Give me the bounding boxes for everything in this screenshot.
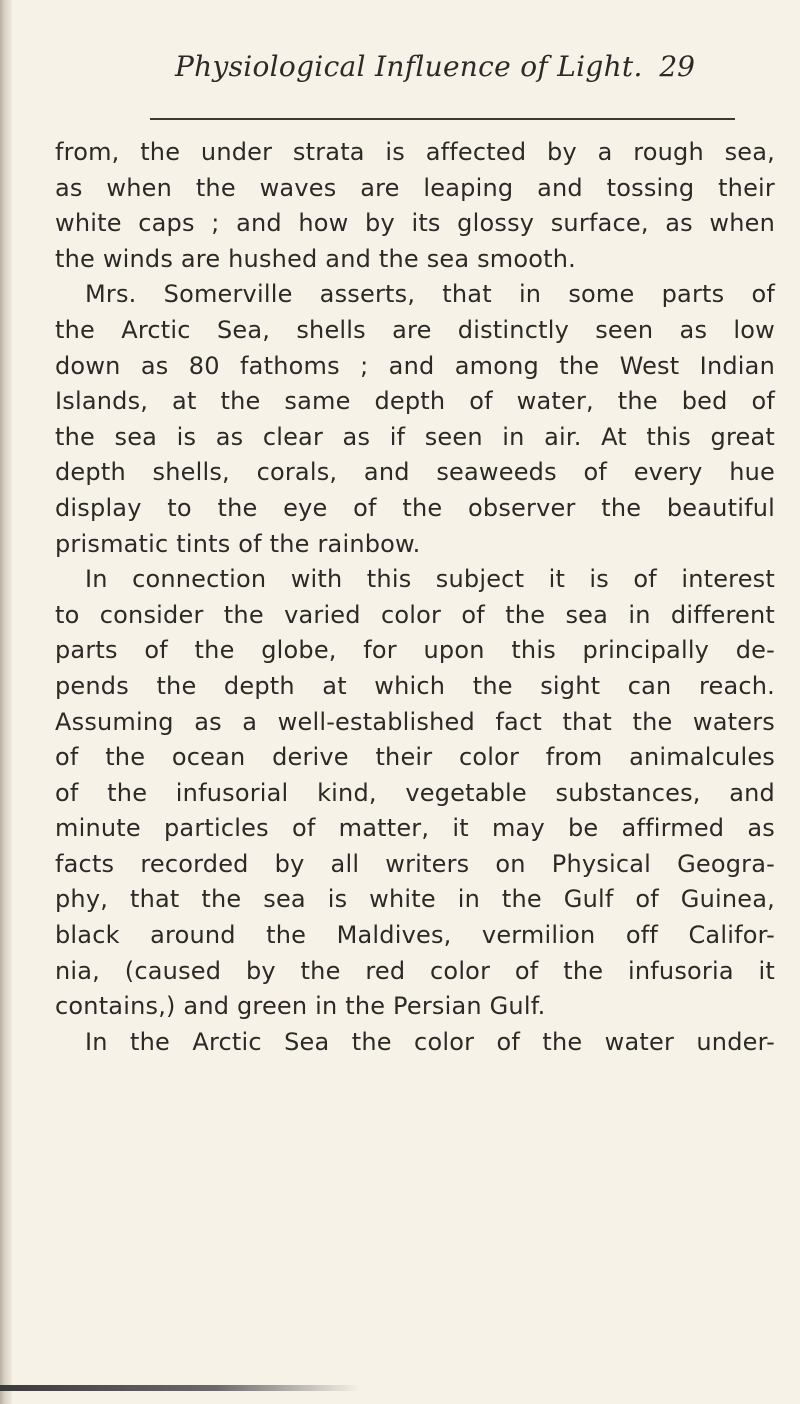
header-rule (150, 118, 735, 120)
text-line: minute particles of matter, it may be affirmed as (55, 814, 775, 843)
text-line: In connection with this subject it is of interest (85, 565, 775, 594)
text-line: to consider the varied color of the sea in different (55, 600, 775, 629)
page-binding-edge (0, 0, 12, 1404)
text-line: Mrs. Somerville asserts, that in some parts of (85, 280, 775, 309)
running-title: Physiological Influence of Light. (175, 50, 643, 83)
text-line: In the Arctic Sea the color of the water under- (85, 1027, 775, 1056)
text-line: Assuming as a well-established fact that the waters (55, 707, 775, 736)
text-line: depth shells, corals, and seaweeds of every hue (55, 458, 775, 487)
text-line: of the ocean derive their color from animalcules (55, 743, 775, 772)
text-line: the winds are hushed and the sea smooth. (55, 244, 576, 273)
text-line: Islands, at the same depth of water, the bed of (55, 387, 775, 416)
text-line: facts recorded by all writers on Physical Geogra- (55, 849, 775, 878)
text-line: of the infusorial kind, vegetable substances, and (55, 778, 775, 807)
text-line: phy, that the sea is white in the Gulf of Guinea, (55, 885, 775, 914)
page-header (175, 50, 695, 100)
body-text (55, 135, 775, 1060)
text-line: from, the under strata is affected by a rough sea, (55, 138, 775, 166)
text-line: down as 80 fathoms ; and among the West Indian (55, 351, 775, 380)
text-line: prismatic tints of the rainbow. (55, 529, 421, 558)
text-line: as when the waves are leaping and tossing their (55, 173, 775, 202)
text-line: contains,) and green in the Persian Gulf. (55, 992, 546, 1021)
page-number: 29 (659, 50, 695, 83)
text-line: white caps ; and how by its glossy surface, as when (55, 209, 775, 238)
page-bottom-edge (0, 1385, 360, 1391)
text-line: the sea is as clear as if seen in air. At this great (55, 422, 775, 451)
text-line: parts of the globe, for upon this principally de- (55, 636, 775, 665)
text-line: the Arctic Sea, shells are distinctly seen as low (55, 315, 775, 344)
text-line: nia, (caused by the red color of the infusoria it (55, 956, 775, 985)
text-line: pends the depth at which the sight can reach. (55, 671, 775, 700)
text-line: black around the Maldives, vermilion off Califor- (55, 921, 775, 950)
text-line: display to the eye of the observer the beautiful (55, 493, 775, 522)
